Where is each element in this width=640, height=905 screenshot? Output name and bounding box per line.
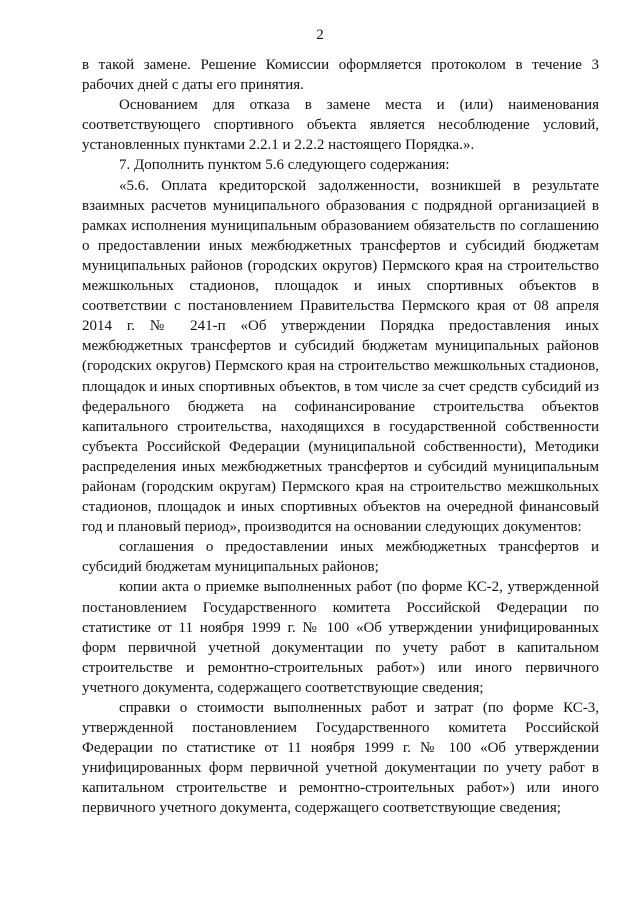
paragraph-refusal-grounds: Основанием для отказа в замене места и (или) наименования соответствующего спортивного объекта является несоблюдение условий, установленных пунктами 2.2.1 и 2.2.2 настоящего Порядка.».	[82, 97, 599, 154]
list-item-ks2-act: копии акта о приемке выполненных работ (по форме КС-2, утвержденной постановлением Государственного комитета Российской Федерации по статистике от 11 ноября 1999 г. № 100 «Об утверждении унифицированных форм первичной учетной документации по учету работ в капитальном строительстве и ремонтно-строительных работ») или иного первичного учетного документа, содержащего соответствующие сведения;	[82, 579, 599, 696]
list-item-ks3-certificate: справки о стоимости выполненных работ и затрат (по форме КС-3, утвержденной постановлением Государственного комитета Российской Федерации по статистике от 11 ноября 1999 г. № 100 «Об утверждении унифицированных форм первичной учетной документации по учету работ в капитальном строительстве и ремонтно-строительных работ») или иного первичного учетного документа, содержащего соответствующие сведения;	[82, 700, 599, 817]
document-body	[82, 55, 599, 819]
paragraph-continuation: в такой замене. Решение Комиссии оформляется протоколом в течение 3 рабочих дней с даты его принятия.	[82, 57, 599, 94]
list-item-agreement: соглашения о предоставлении иных межбюджетных трансфертов и субсидий бюджетам муниципальных районов;	[82, 539, 599, 576]
paragraph-item-7: 7. Дополнить пунктом 5.6 следующего содержания:	[119, 157, 450, 174]
page-number: 2	[316, 27, 324, 43]
paragraph-clause-5-6: «5.6. Оплата кредиторской задолженности, возникшей в результате взаимных расчетов муниципального образования с подрядной организацией в рамках исполнения муниципальным образованием обязательств по соглашению о предоставлении иных межбюджетных трансфертов и субсидий бюджетам муниципальных районов (городских округов) Пермского края на строительство межшкольных стадионов, площадок и иных спортивных объектов в соответствии с постановлением Правительства Пермского края от 08 апреля 2014 г. № 241-п «Об утверждении Порядка предоставления иных межбюджетных трансфертов и субсидий бюджетам муниципальных районов (городских округов) Пермского края на строительство межшкольных стадионов, площадок и иных спортивных объектов, в том числе за счет средств субсидий из федерального бюджета на софинансирование строительства объектов капитального строительства, находящихся в государственной собственности субъекта Российской Федерации (муниципальной собственности), Методики распределения иных межбюджетных трансфертов и субсидий муниципальным районам (городским округам) Пермского края на строительство межшкольных стадионов, площадок и иных спортивных объектов на очередной финансовый год и плановый период», производится на основании следующих документов:	[82, 177, 599, 536]
